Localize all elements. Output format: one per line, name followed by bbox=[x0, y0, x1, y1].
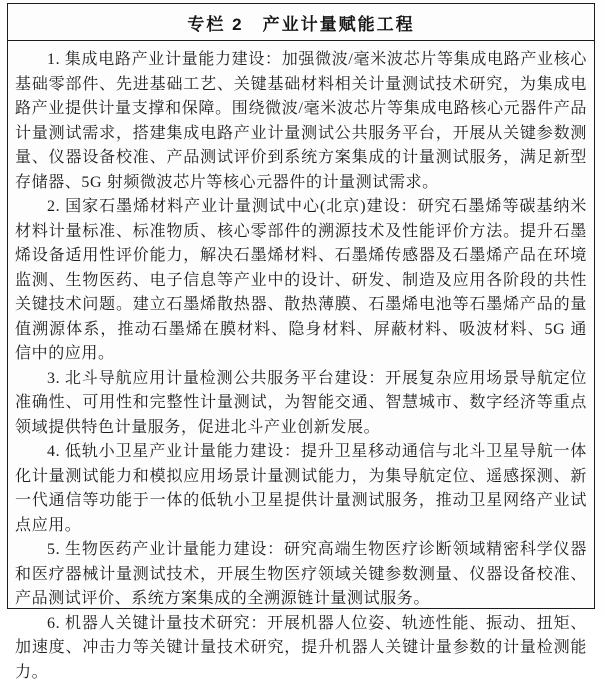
paragraph-integrated-circuits: 1. 集成电路产业计量能力建设：加强微波/毫米波芯片等集成电路产业核心基础零部件、先进基础工艺、关键基础材料相关计量测试技术研究，为集成电路产业提供计量支撑和保障。围绕微波/毫米波芯片等集成电路核心元器件产品计量测试需求，搭建集成电路产业计量测试公共服务平台，开展从关键参数测量、仪器设备校准、产品测试评价到系统方案集成的计量测试服务，满足新型存储器、5G 射频微波芯片等核心元器件的计量测试需求。 bbox=[15, 48, 587, 195]
panel-body bbox=[8, 41, 594, 685]
column-panel bbox=[7, 3, 595, 609]
paragraph-biomedicine: 5. 生物医药产业计量能力建设：研究高端生物医疗诊断领域精密科学仪器和医疗器械计量测试技术，开展生物医疗领域关键参数测量、仪器设备校准、产品测试评价、系统方案集成的全溯源链计量测试服务。 bbox=[15, 538, 587, 612]
panel-header bbox=[8, 4, 594, 41]
paragraph-graphene-center: 2. 国家石墨烯材料产业计量测试中心(北京)建设：研究石墨烯等碳基纳米材料计量标准、标准物质、核心零部件的溯源技术及性能评价方法。提升石墨烯设备适用性评价能力，解决石墨烯材料、石墨烯传感器及石墨烯产品在环境监测、生物医药、电子信息等产业中的设计、研发、制造及应用各阶段的共性关键技术问题。建立石墨烯散热器、散热薄膜、石墨烯电池等石墨烯产品的量值溯源体系，推动石墨烯在膜材料、隐身材料、屏蔽材料、吸波材料、5G 通信中的应用。 bbox=[15, 195, 587, 367]
paragraph-robotics: 6. 机器人关键计量技术研究：开展机器人位姿、轨迹性能、振动、扭矩、加速度、冲击力等关键计量技术研究，提升机器人关键计量参数的计量检测能力。 bbox=[15, 612, 587, 685]
paragraph-leo-satellites: 4. 低轨小卫星产业计量能力建设：提升卫星移动通信与北斗卫星导航一体化计量测试能力和模拟应用场景计量测试能力，为集导航定位、遥感探测、新一代通信等功能于一体的低轨小卫星提供计量测试服务，推动卫星网络产业试点应用。 bbox=[15, 440, 587, 538]
panel-title: 专栏 2 产业计量赋能工程 bbox=[187, 10, 414, 35]
paragraph-beidou-navigation: 3. 北斗导航应用计量检测公共服务平台建设：开展复杂应用场景导航定位准确性、可用性和完整性计量测试，为智能交通、智慧城市、数字经济等重点领域提供特色计量服务，促进北斗产业创新发展。 bbox=[15, 367, 587, 441]
